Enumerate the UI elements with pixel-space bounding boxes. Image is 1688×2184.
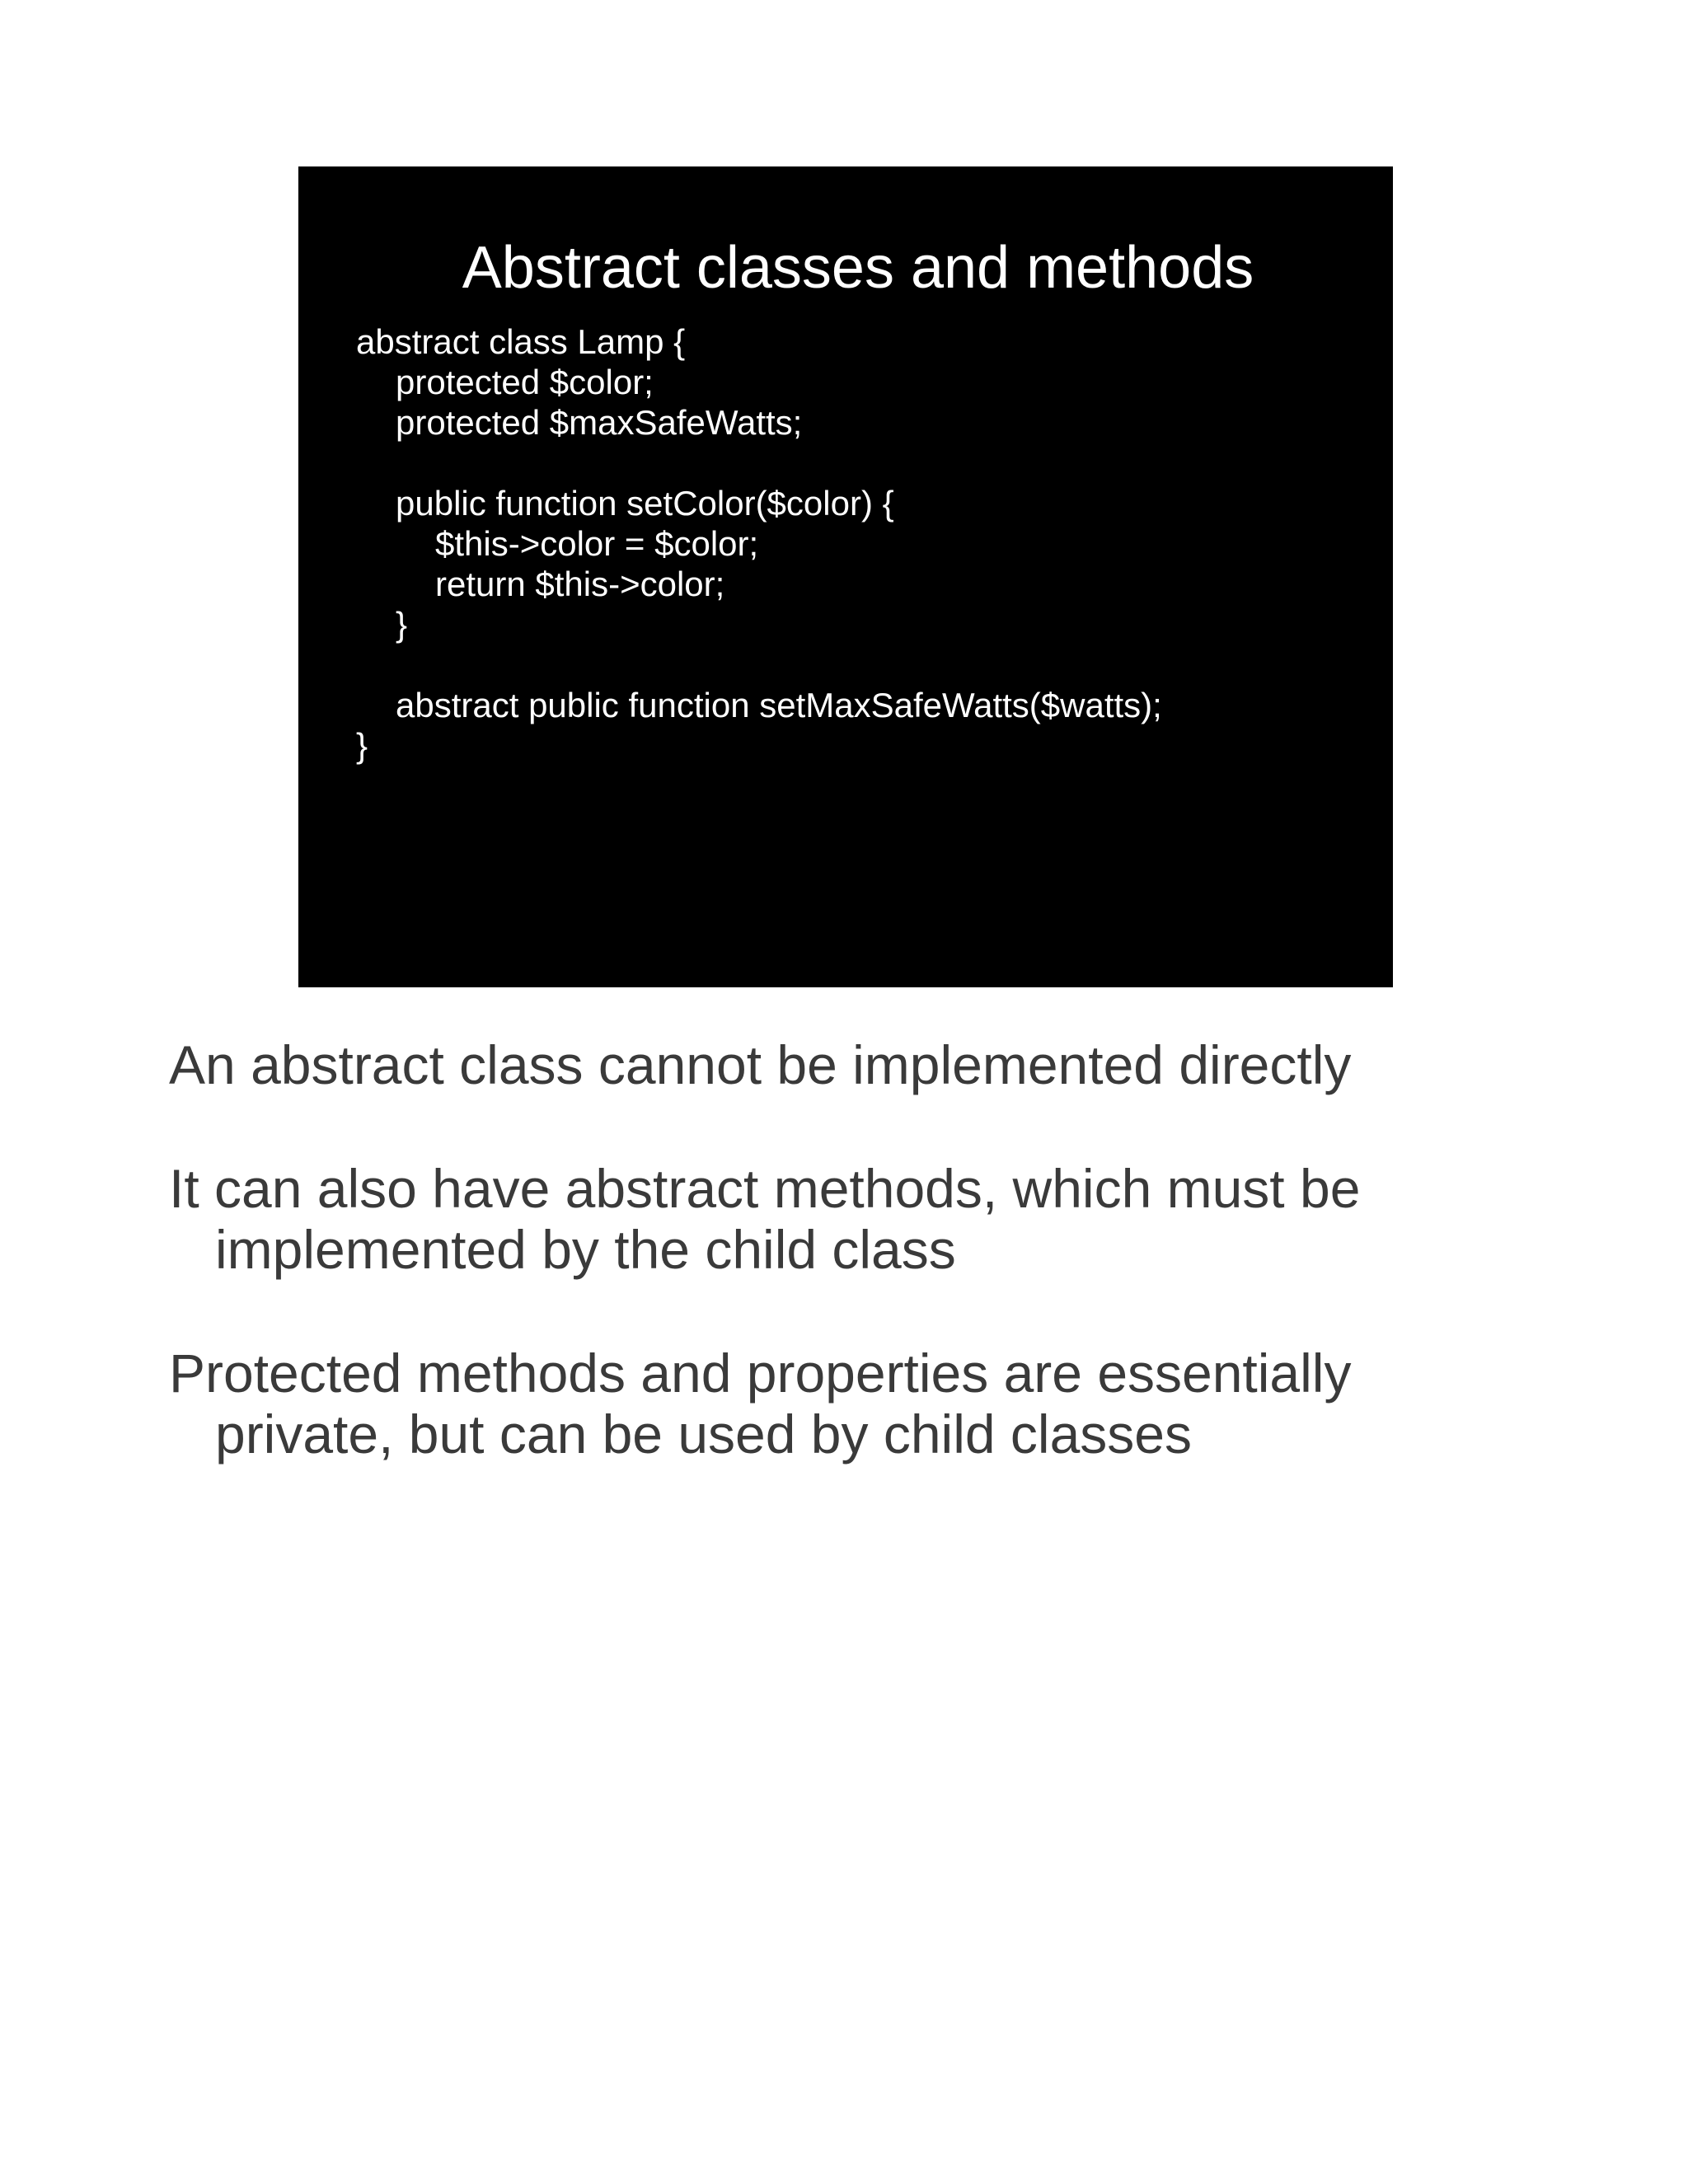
code-line: abstract class Lamp { <box>356 322 686 361</box>
slide <box>298 166 1393 987</box>
slide-notes <box>169 1034 1521 1527</box>
code-line: public function setColor($color) { <box>396 484 894 523</box>
code-line-blank <box>356 644 1362 685</box>
note-paragraph: It can also have abstract methods, which must be implemented by the child class <box>169 1158 1361 1280</box>
code-line: } <box>396 605 408 644</box>
slide-title: Abstract classes and methods <box>462 235 1254 301</box>
code-line: $this->color = $color; <box>435 524 759 563</box>
note-paragraph: An abstract class cannot be implemented directly <box>169 1034 1352 1095</box>
code-line: abstract public function setMaxSafeWatts($watts); <box>396 686 1162 724</box>
code-line-blank <box>356 443 1362 483</box>
note-paragraph: Protected methods and properties are essentially private, but can be used by child classes <box>169 1343 1352 1465</box>
code-line: protected $color; <box>396 363 654 401</box>
code-line: return $this->color; <box>435 565 725 603</box>
code-block <box>356 321 1362 766</box>
code-line: } <box>356 726 368 765</box>
code-line: protected $maxSafeWatts; <box>396 403 803 442</box>
